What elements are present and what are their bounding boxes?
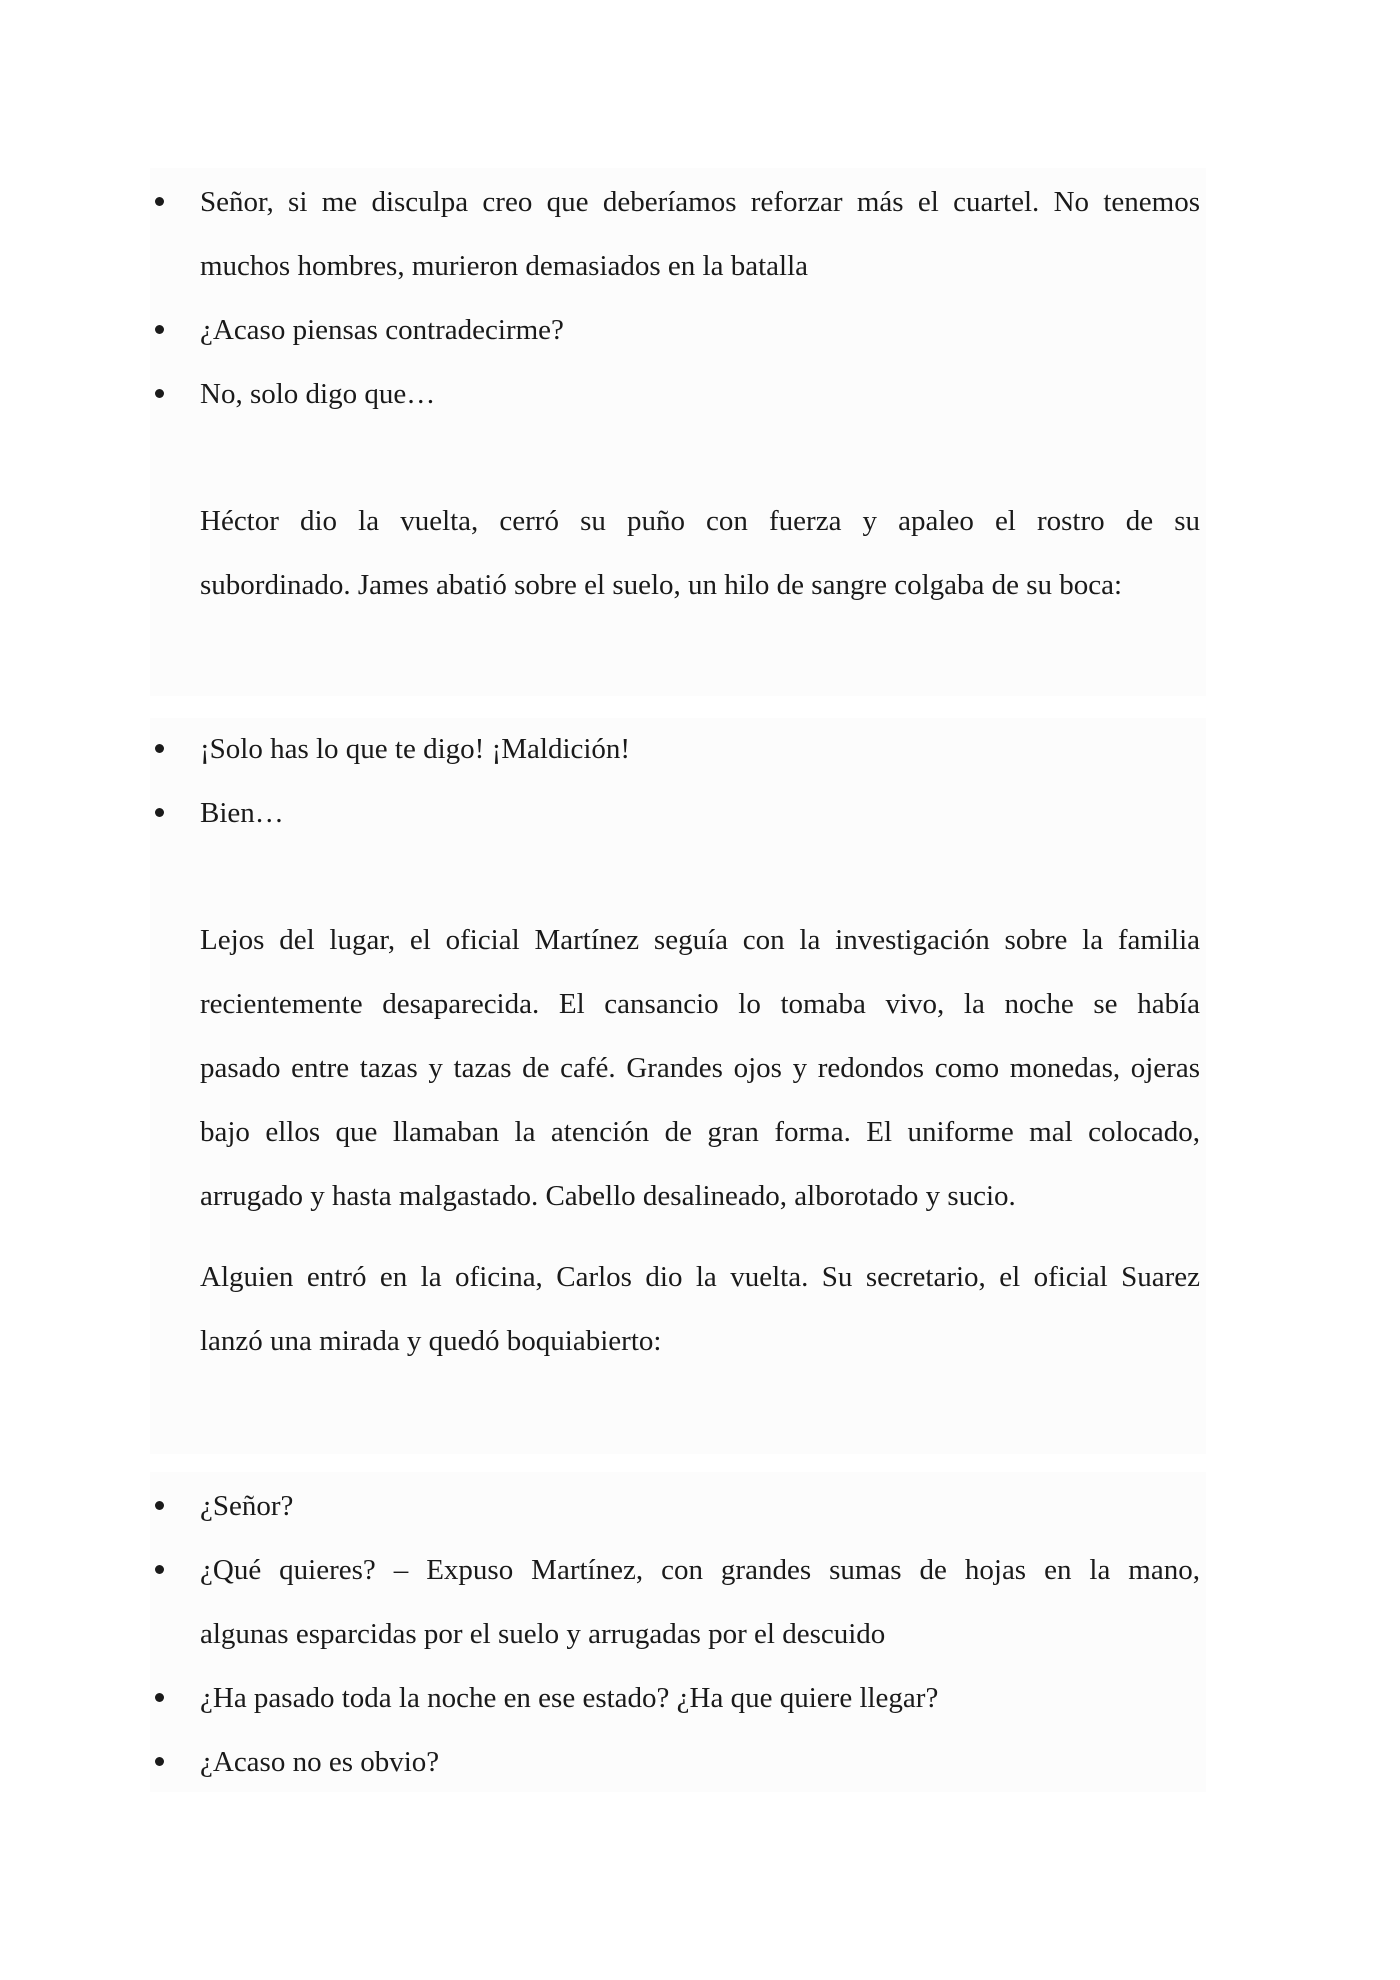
paragraph-line: Lejos del lugar, el oficial Martínez seguía con la investigación sobre la familia bbox=[200, 924, 1200, 956]
dialogue-line-continued: muchos hombres, murieron demasiados en la batalla bbox=[200, 250, 809, 282]
bullet-icon bbox=[155, 298, 169, 312]
paragraph-line: arrugado y hasta malgastado. Cabello desalineado, alborotado y sucio. bbox=[200, 1180, 1016, 1212]
dialogue-line: ¿Acaso piensas contradecirme? bbox=[200, 314, 564, 346]
paragraph-line: pasado entre tazas y tazas de café. Grandes ojos y redondos como monedas, ojeras bbox=[200, 1052, 1200, 1084]
bullet-icon bbox=[155, 1474, 169, 1488]
dialogue-line: ¿Acaso no es obvio? bbox=[200, 1746, 440, 1778]
dialogue-line: ¡Solo has lo que te digo! ¡Maldición! bbox=[200, 733, 631, 765]
bullet-icon bbox=[155, 781, 169, 795]
bullet-icon bbox=[155, 362, 169, 376]
dialogue-line: Señor, si me disculpa creo que deberíamos reforzar más el cuartel. No tenemos bbox=[200, 186, 1200, 218]
paragraph-line: Alguien entró en la oficina, Carlos dio la vuelta. Su secretario, el oficial Suarez bbox=[200, 1261, 1200, 1293]
dialogue-line: Bien… bbox=[200, 797, 284, 829]
bullet-icon bbox=[155, 1666, 169, 1680]
paragraph-line: bajo ellos que llamaban la atención de gran forma. El uniforme mal colocado, bbox=[200, 1116, 1200, 1148]
dialogue-line: No, solo digo que… bbox=[200, 378, 436, 410]
dialogue-line-continued: algunas esparcidas por el suelo y arrugadas por el descuido bbox=[200, 1618, 886, 1650]
bullet-icon bbox=[155, 1538, 169, 1552]
paragraph-line: Héctor dio la vuelta, cerró su puño con fuerza y apaleo el rostro de su bbox=[200, 505, 1200, 537]
dialogue-line: ¿Qué quieres? – Expuso Martínez, con grandes sumas de hojas en la mano, bbox=[200, 1554, 1200, 1586]
bullet-icon bbox=[155, 717, 169, 731]
paragraph-line: lanzó una mirada y quedó boquiabierto: bbox=[200, 1325, 662, 1357]
bullet-icon bbox=[155, 170, 169, 184]
bullet-icon bbox=[155, 1730, 169, 1744]
paragraph-line: subordinado. James abatió sobre el suelo, un hilo de sangre colgaba de su boca: bbox=[200, 569, 1123, 601]
paragraph-line: recientemente desaparecida. El cansancio lo tomaba vivo, la noche se había bbox=[200, 988, 1200, 1020]
dialogue-line: ¿Señor? bbox=[200, 1490, 294, 1522]
dialogue-line: ¿Ha pasado toda la noche en ese estado? ¿Ha que quiere llegar? bbox=[200, 1682, 939, 1714]
